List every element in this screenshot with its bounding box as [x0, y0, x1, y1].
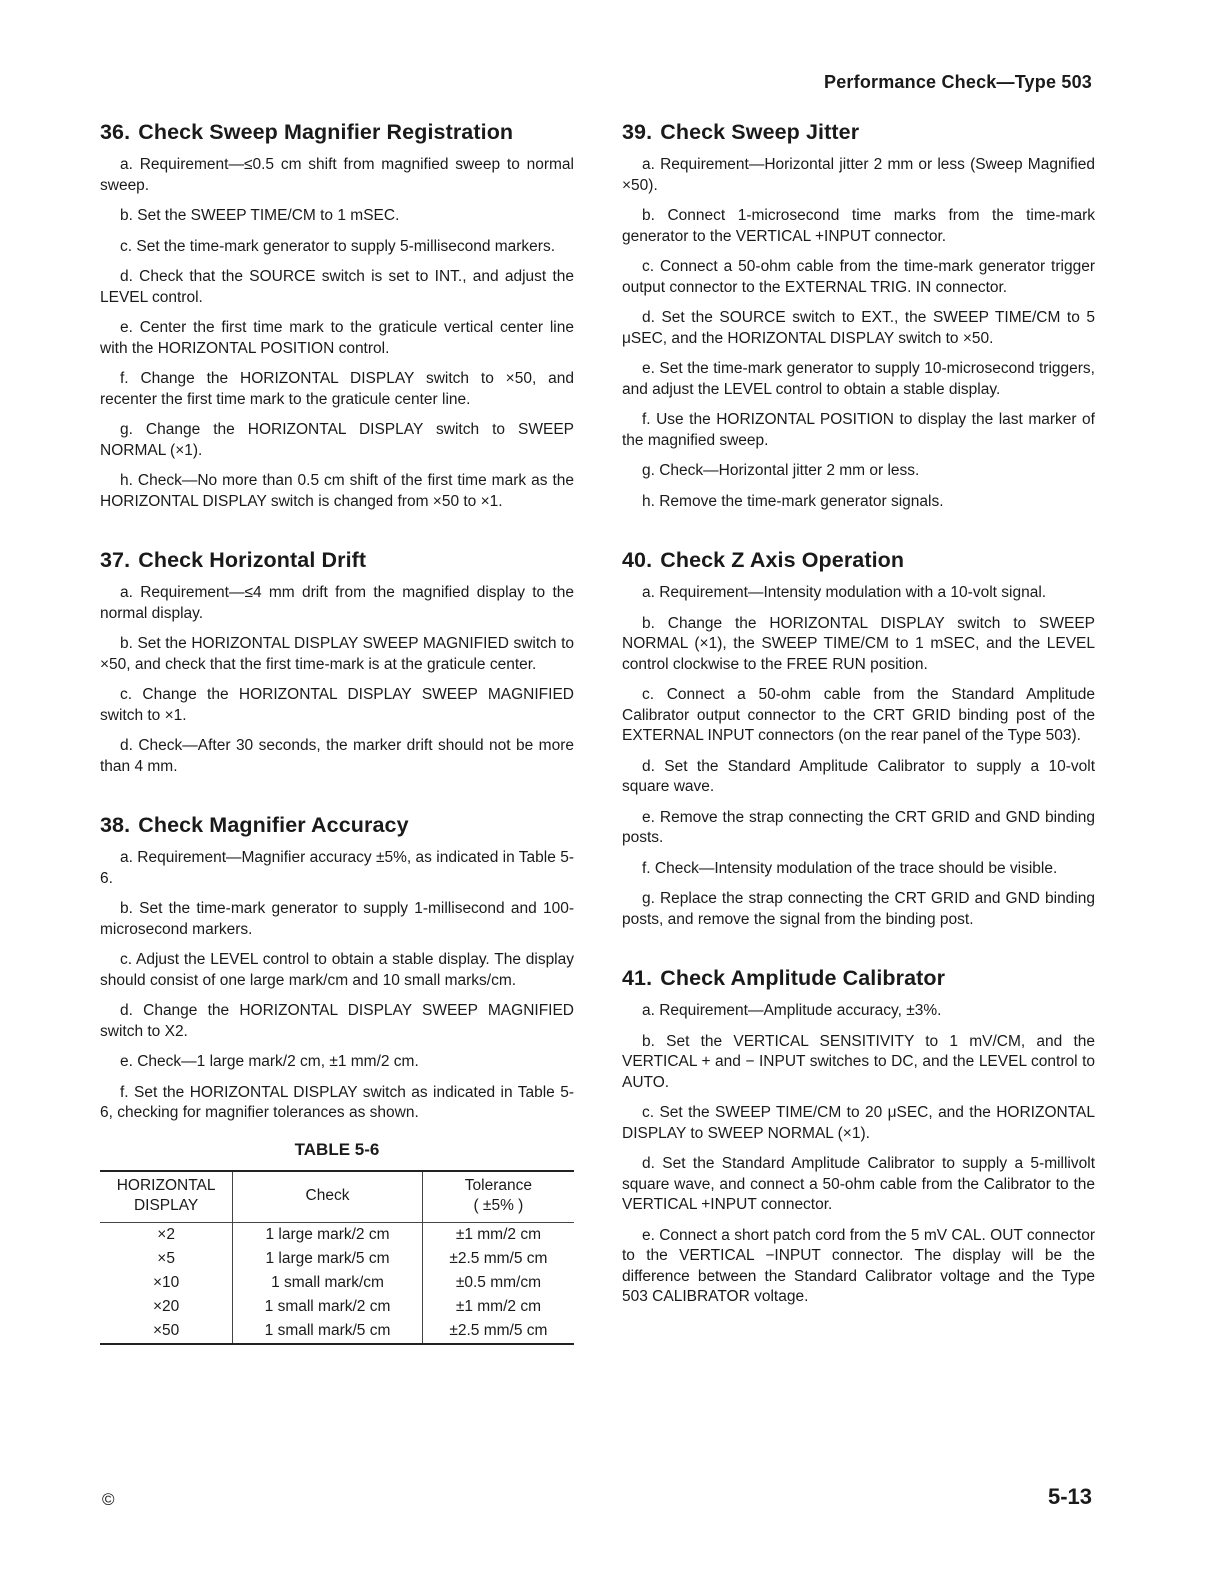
section-heading: 36. Check Sweep Magnifier Registration: [100, 120, 514, 144]
step-c: c. Connect a 50-ohm cable from the Standard Amplitude Calibrator output connector to the CRT GRID binding post of the EXTERNAL INPUT connectors (on the rear panel of the Type 503).: [622, 686, 1095, 744]
step-e: e. Remove the strap connecting the CRT GRID and GND binding posts.: [622, 808, 1095, 846]
section-36: [100, 120, 574, 512]
step-e: e. Set the time-mark generator to supply 10-microsecond triggers, and adjust the LEVEL control to obtain a stable display.: [622, 360, 1095, 398]
step-b: b. Set the HORIZONTAL DISPLAY SWEEP MAGNIFIED switch to ×50, and check that the first time-mark is at the graticule center.: [100, 635, 574, 673]
step-b: b. Set the SWEEP TIME/CM to 1 mSEC.: [120, 207, 400, 224]
step-c: c. Set the SWEEP TIME/CM to 20 μSEC, and the HORIZONTAL DISPLAY to SWEEP NORMAL (×1).: [622, 1104, 1095, 1142]
running-head: Performance Check—Type 503: [824, 72, 1092, 92]
step-a: a. Requirement—Amplitude accuracy, ±3%.: [642, 1002, 942, 1019]
left-column: [100, 120, 574, 1381]
step-a: a. Requirement—Intensity modulation with a 10-volt signal.: [642, 584, 1047, 601]
table-row: ×50 1 small mark/5 cm ±2.5 mm/5 cm: [100, 1319, 574, 1344]
section-heading: 38. Check Magnifier Accuracy: [100, 813, 409, 837]
step-a: a. Requirement—Horizontal jitter 2 mm or less (Sweep Magnified ×50).: [622, 156, 1095, 194]
step-f: f. Change the HORIZONTAL DISPLAY switch to ×50, and recenter the first time mark to the graticule center line.: [100, 370, 574, 408]
step-b: b. Change the HORIZONTAL DISPLAY switch to SWEEP NORMAL (×1), the SWEEP TIME/CM to 1 mSEC, and the LEVEL control clockwise to the FREE RUN position.: [622, 614, 1095, 673]
step-c: c. Set the time-mark generator to supply 5-millisecond markers.: [120, 237, 556, 255]
table-row: ×10 1 small mark/cm ±0.5 mm/cm: [100, 1271, 574, 1295]
step-e: e. Connect a short patch cord from the 5 mV CAL. OUT connector to the VERTICAL −INPUT connector. The display will be the difference between the Standard Calibrator voltage and the Type 503 CALIBRATOR voltage.: [622, 1226, 1095, 1305]
step-h: h. Check—No more than 0.5 cm shift of the first time mark as the HORIZONTAL DISPLAY switch is changed from ×50 to ×1.: [100, 472, 574, 510]
section-heading: 41. Check Amplitude Calibrator: [622, 966, 946, 990]
section-37: [100, 548, 574, 777]
step-d: d. Change the HORIZONTAL DISPLAY SWEEP MAGNIFIED switch to X2.: [100, 1002, 574, 1040]
tolerance-table: [100, 1170, 574, 1345]
step-d: d. Set the Standard Amplitude Calibrator to supply a 10-volt square wave.: [622, 757, 1095, 795]
table-row: ×2 1 large mark/2 cm ±1 mm/2 cm: [100, 1222, 574, 1247]
table-header-row: [100, 1171, 574, 1223]
step-c: c. Connect a 50-ohm cable from the time-mark generator trigger output connector to the EXTERNAL TRIG. IN connector.: [622, 258, 1095, 296]
step-a: a. Requirement—Magnifier accuracy ±5%, as indicated in Table 5-6.: [100, 849, 574, 887]
step-g: g. Replace the strap connecting the CRT GRID and GND binding posts, and remove the signal from the binding post.: [622, 890, 1095, 928]
step-h: h. Remove the time-mark generator signals.: [642, 492, 944, 510]
step-c: c. Change the HORIZONTAL DISPLAY SWEEP MAGNIFIED switch to ×1.: [100, 686, 574, 724]
step-a: a. Requirement—≤4 mm drift from the magnified display to the normal display.: [100, 584, 574, 622]
section-40: [622, 548, 1095, 930]
copyright-mark: ©: [102, 1490, 115, 1509]
step-b: b. Connect 1-microsecond time marks from the time-mark generator to the VERTICAL +INPUT connector.: [622, 207, 1095, 245]
step-d: d. Check that the SOURCE switch is set to INT., and adjust the LEVEL control.: [100, 268, 574, 306]
section-39: [622, 120, 1095, 512]
right-column: [622, 120, 1095, 1344]
step-b: b. Set the VERTICAL SENSITIVITY to 1 mV/CM, and the VERTICAL + and − INPUT switches to DC, and the LEVEL control to AUTO.: [622, 1032, 1095, 1091]
step-g: g. Change the HORIZONTAL DISPLAY switch to SWEEP NORMAL (×1).: [100, 421, 574, 459]
step-d: d. Check—After 30 seconds, the marker drift should not be more than 4 mm.: [100, 737, 574, 775]
step-g: g. Check—Horizontal jitter 2 mm or less.: [642, 462, 920, 479]
section-38: [100, 813, 574, 1345]
step-c: c. Adjust the LEVEL control to obtain a stable display. The display should consist of one large mark/cm and 10 small marks/cm.: [100, 951, 574, 989]
header-check: Check: [233, 1171, 423, 1223]
header-tolerance: Tolerance ( ±5% ): [422, 1171, 574, 1223]
table-row: ×20 1 small mark/2 cm ±1 mm/2 cm: [100, 1295, 574, 1319]
section-heading: 39. Check Sweep Jitter: [622, 120, 860, 144]
section-41: [622, 966, 1095, 1308]
step-b: b. Set the time-mark generator to supply 1-millisecond and 100-microsecond markers.: [100, 900, 574, 938]
step-f: f. Check—Intensity modulation of the trace should be visible.: [642, 859, 1058, 877]
page-number: 5-13: [1047, 1484, 1092, 1509]
header-horizontal-display: HORIZONTAL DISPLAY: [100, 1171, 233, 1223]
step-d: d. Set the Standard Amplitude Calibrator to supply a 5-millivolt square wave, and connect a 50-ohm cable from the Calibrator to the VERTICAL +INPUT connector.: [622, 1155, 1095, 1213]
step-e: e. Check—1 large mark/2 cm, ±1 mm/2 cm.: [120, 1053, 419, 1070]
table-row: ×5 1 large mark/5 cm ±2.5 mm/5 cm: [100, 1247, 574, 1271]
table-title: TABLE 5-6: [294, 1139, 380, 1159]
section-heading: 37. Check Horizontal Drift: [100, 548, 367, 572]
step-d: d. Set the SOURCE switch to EXT., the SWEEP TIME/CM to 5 μSEC, and the HORIZONTAL DISPLAY switch to ×50.: [622, 309, 1095, 347]
step-a: a. Requirement—≤0.5 cm shift from magnified sweep to normal sweep.: [100, 156, 574, 194]
step-f: f. Set the HORIZONTAL DISPLAY switch as indicated in Table 5-6, checking for magnifier tolerances as shown.: [100, 1083, 574, 1121]
step-e: e. Center the first time mark to the graticule vertical center line with the HORIZONTAL POSITION control.: [100, 319, 574, 357]
section-heading: 40. Check Z Axis Operation: [622, 548, 905, 572]
step-f: f. Use the HORIZONTAL POSITION to display the last marker of the magnified sweep.: [622, 411, 1095, 449]
